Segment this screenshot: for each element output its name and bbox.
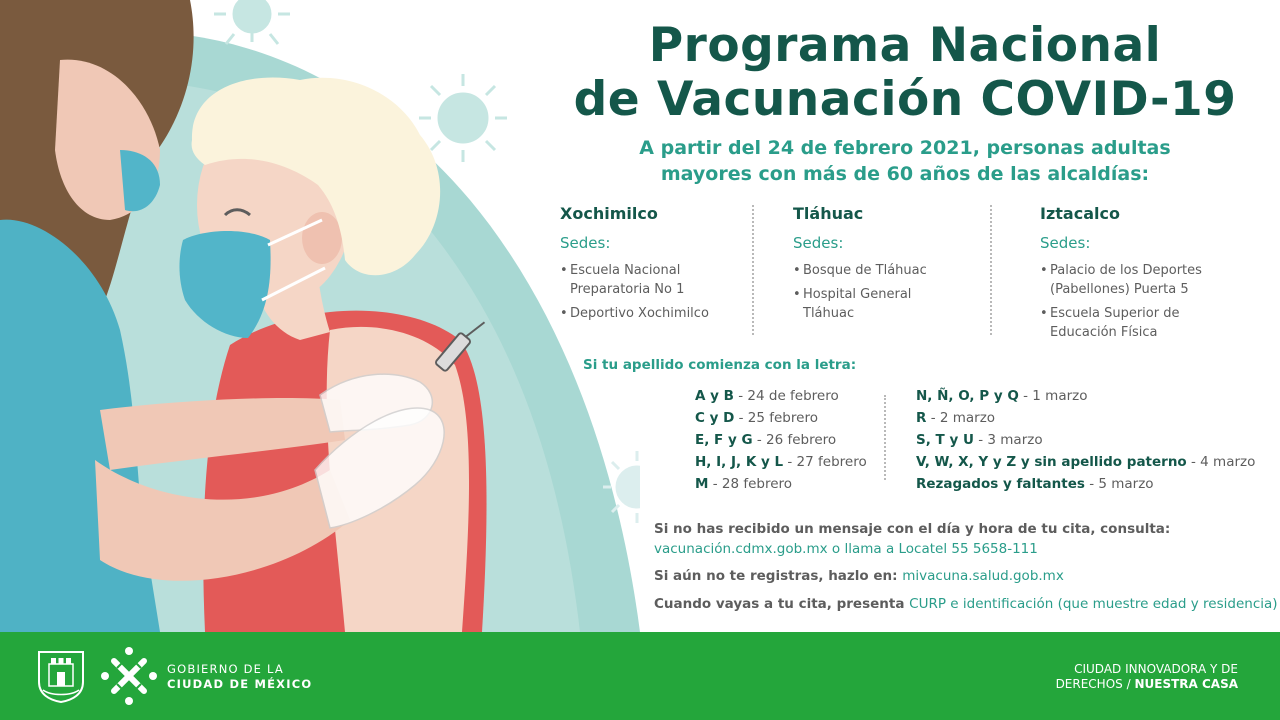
registro-line: Si aún no te registras, hazlo en: mivacuna.salud.gob.mx xyxy=(654,568,1064,584)
sede-item: • Deportivo Xochimilco xyxy=(560,304,760,323)
consulta-text: Si no has recibido un mensaje con el día y hora de tu cita, consulta: xyxy=(654,521,1171,537)
cdmx-logo-icon xyxy=(100,646,158,706)
sede-item: • Escuela Nacional Preparatoria No 1 xyxy=(560,261,760,299)
schedule-row: N, Ñ, O, P y Q - 1 marzo xyxy=(916,388,1088,404)
sede-item: • Palacio de los Deportes (Pabellones) Puerta 5 xyxy=(1040,261,1250,299)
slogan-line-1: CIUDAD INNOVADORA Y DE xyxy=(1074,662,1238,676)
sedes-label: Sedes: xyxy=(793,234,844,252)
alcaldia-xochimilco xyxy=(560,203,760,328)
slogan-line-2: DERECHOS / NUESTRA CASA xyxy=(1055,677,1238,691)
page-title-line-1: Programa Nacional xyxy=(648,18,1162,73)
alcaldia-name: Tláhuac xyxy=(793,204,864,223)
schedule-row: R - 2 marzo xyxy=(916,410,996,426)
schedule-divider xyxy=(884,395,886,480)
schedule-row: A y B - 24 de febrero xyxy=(695,388,839,404)
alcaldia-name: Xochimilco xyxy=(560,204,658,223)
gov-name-line-1: GOBIERNO DE LA xyxy=(167,662,284,676)
sede-item: • Hospital General Tláhuac xyxy=(793,285,993,323)
column-divider xyxy=(990,205,992,335)
sedes-label: Sedes: xyxy=(560,234,611,252)
footer-bar xyxy=(0,632,1280,720)
column-divider xyxy=(752,205,754,335)
page-title-line-2: de Vacunación COVID-19 xyxy=(573,72,1237,127)
schedule-right-column xyxy=(916,385,1255,495)
schedule-row: V, W, X, Y y Z y sin apellido paterno - 4 marzo xyxy=(916,454,1256,470)
alcaldia-tlahuac xyxy=(793,203,993,328)
subtitle-line-2: mayores con más de 60 años de las alcaldías: xyxy=(660,163,1150,185)
consulta-link[interactable]: vacunación.cdmx.gob.mx xyxy=(654,541,828,557)
schedule-row: E, F y G - 26 febrero xyxy=(695,432,837,448)
schedule-row: H, I, J, K y L - 27 febrero xyxy=(695,454,867,470)
sede-item: • Bosque de Tláhuac xyxy=(793,261,993,280)
schedule-row: S, T y U - 3 marzo xyxy=(916,432,1043,448)
schedule-row: C y D - 25 febrero xyxy=(695,410,818,426)
gov-name-line-2: CIUDAD DE MÉXICO xyxy=(167,677,313,691)
locatel-text: o llama a Locatel 55 5658-111 xyxy=(827,541,1038,557)
sedes-label: Sedes: xyxy=(1040,234,1091,252)
subtitle-line-1: A partir del 24 de febrero 2021, personas adultas xyxy=(639,137,1171,159)
alcaldia-name: Iztacalco xyxy=(1040,204,1120,223)
registro-link[interactable]: mivacuna.salud.gob.mx xyxy=(902,568,1064,584)
sede-item: • Escuela Superior de Educación Física xyxy=(1040,304,1250,342)
consulta-line xyxy=(654,540,1038,559)
cita-docs: CURP e identificación (que muestre edad y residencia) xyxy=(909,596,1278,612)
schedule-row: Rezagados y faltantes - 5 marzo xyxy=(916,476,1154,492)
schedule-heading: Si tu apellido comienza con la letra: xyxy=(583,357,857,373)
alcaldia-iztacalco xyxy=(1040,203,1250,347)
schedule-left-column xyxy=(695,385,867,495)
cita-line: Cuando vayas a tu cita, presenta CURP e identificación (que muestre edad y residencia) xyxy=(654,596,1278,612)
schedule-row: M - 28 febrero xyxy=(695,476,793,492)
coat-of-arms-icon xyxy=(37,650,85,704)
